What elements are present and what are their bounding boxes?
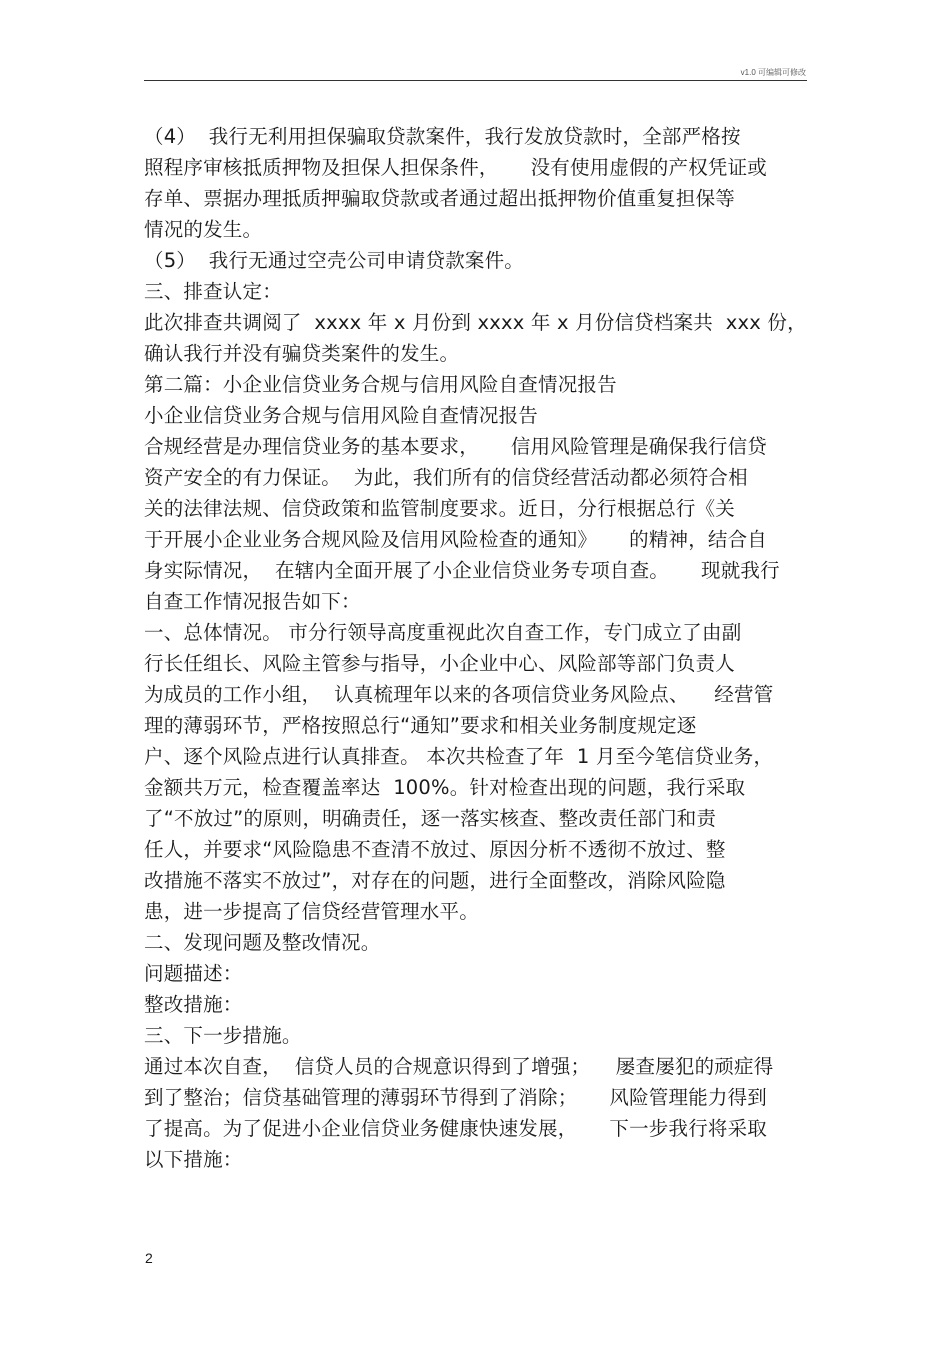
text-line: 通过本次自查， 信贷人员的合规意识得到了增强； 屡查屡犯的顽症得 (144, 1055, 774, 1078)
text-line: 了“不放过”的原则，明确责任，逐一落实核查、整改责任部门和责 (144, 807, 717, 830)
text-line: 身实际情况， 在辖内全面开展了小企业信贷业务专项自查。 现就我行 (144, 559, 780, 582)
text-line: 户、逐个风险点进行认真排查。 本次共检查了年 1 月至今笔信贷业务， (144, 745, 774, 768)
text-line: 此次排查共调阅了 xxxx 年 x 月份到 xxxx 年 x 月份信贷档案共 xxx 份， (144, 311, 807, 334)
text-line: 以下措施： (144, 1148, 243, 1171)
text-line: 第二篇：小企业信贷业务合规与信用风险自查情况报告 (144, 373, 617, 396)
text-line: 关的法律法规、信贷政策和监管制度要求。近日，分行根据总行《关 (144, 497, 736, 520)
text-line: 存单、票据办理抵质押骗取贷款或者通过超出抵押物价值重复担保等 (144, 187, 736, 210)
document-body (144, 121, 824, 1175)
text-line: 为成员的工作小组， 认真梳理年以来的各项信贷业务风险点、 经营管 (144, 683, 774, 706)
text-line: 改措施不落实不放过”，对存在的问题，进行全面整改，消除风险隐 (144, 869, 726, 892)
text-line: 资产安全的有力保证。 为此，我们所有的信贷经营活动都必须符合相 (144, 466, 748, 489)
text-line: 于开展小企业业务合规风险及信用风险检查的通知》 的精神，结合自 (144, 528, 767, 551)
header-divider (144, 80, 807, 81)
text-line: 了提高。为了促进小企业信贷业务健康快速发展， 下一步我行将采取 (144, 1117, 767, 1140)
text-line: 理的薄弱环节，严格按照总行“通知”要求和相关业务制度规定逐 (144, 714, 697, 737)
text-line: 自查工作情况报告如下： (144, 590, 361, 613)
text-line: 三、下一步措施。 (144, 1024, 302, 1047)
text-line: 小企业信贷业务合规与信用风险自查情况报告 (144, 404, 539, 427)
text-line: 行长任组长、风险主管参与指导，小企业中心、风险部等部门负责人 (144, 652, 736, 675)
text-line: 金额共万元，检查覆盖率达 100%。针对检查出现的问题，我行采取 (144, 776, 746, 799)
text-line: 一、总体情况。 市分行领导高度重视此次自查工作，专门成立了由副 (144, 621, 742, 644)
text-line: （5） 我行无通过空壳公司申请贷款案件。 (144, 249, 525, 272)
text-line: 二、发现问题及整改情况。 (144, 931, 381, 954)
text-line: 情况的发生。 (144, 218, 263, 241)
text-line: 三、排查认定： (144, 280, 282, 303)
page-number: 2 (145, 1250, 153, 1266)
text-line: 任人，并要求“风险隐患不查清不放过、原因分析不透彻不放过、整 (144, 838, 726, 861)
text-line: 到了整治；信贷基础管理的薄弱环节得到了消除； 风险管理能力得到 (144, 1086, 767, 1109)
text-line: 确认我行并没有骗贷类案件的发生。 (144, 342, 460, 365)
text-line: （4） 我行无利用担保骗取贷款案件，我行发放贷款时，全部严格按 (144, 125, 741, 148)
text-line: 整改措施： (144, 993, 243, 1016)
text-line: 合规经营是办理信贷业务的基本要求， 信用风险管理是确保我行信贷 (144, 435, 767, 458)
text-line: 患，进一步提高了信贷经营管理水平。 (144, 900, 479, 923)
text-line: 照程序审核抵质押物及担保人担保条件， 没有使用虚假的产权凭证或 (144, 156, 767, 179)
text-line: 问题描述： (144, 962, 243, 985)
version-label: v1.0 可编辑可修改 (740, 68, 806, 77)
